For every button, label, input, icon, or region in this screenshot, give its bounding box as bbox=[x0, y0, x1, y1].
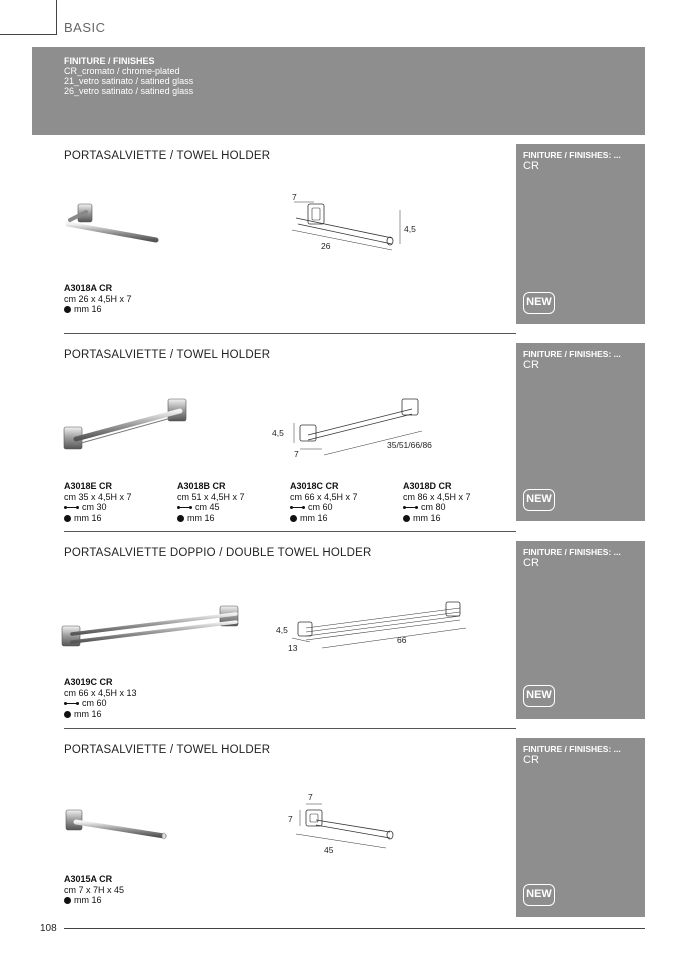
finish-value: CR bbox=[523, 557, 539, 569]
dim-label: 35/51/66/86 bbox=[387, 440, 432, 450]
dim-label: 7 bbox=[292, 192, 297, 202]
product-distance: cm 80 bbox=[421, 502, 446, 512]
product-spec bbox=[177, 481, 245, 523]
distance-icon bbox=[64, 700, 79, 707]
new-badge: NEW bbox=[523, 884, 555, 906]
new-badge: NEW bbox=[523, 292, 555, 314]
brand-title: BASIC bbox=[64, 20, 106, 35]
product-size: cm 7 x 7H x 45 bbox=[64, 884, 125, 895]
technical-drawing bbox=[274, 598, 474, 660]
product-diameter: mm 16 bbox=[300, 512, 328, 523]
dim-label: 7 bbox=[294, 449, 299, 459]
section-title: PORTASALVIETTE / TOWEL HOLDER bbox=[64, 150, 271, 162]
product-size: cm 51 x 4,5H x 7 bbox=[177, 491, 245, 502]
finish-value: CR bbox=[523, 160, 539, 172]
finish-sidebar bbox=[516, 541, 645, 719]
distance-icon bbox=[177, 504, 192, 511]
finish-sidebar bbox=[516, 144, 645, 324]
section-title: PORTASALVIETTE / TOWEL HOLDER bbox=[64, 744, 271, 756]
section-title: PORTASALVIETTE / TOWEL HOLDER bbox=[64, 349, 271, 361]
dim-label: 4,5 bbox=[404, 224, 416, 234]
technical-drawing bbox=[272, 393, 452, 463]
dim-label: 4,5 bbox=[276, 625, 288, 635]
finish-line: CR_cromato / chrome-plated bbox=[64, 66, 180, 76]
dim-label: 45 bbox=[324, 845, 334, 855]
product-spec bbox=[403, 481, 471, 523]
diameter-icon bbox=[64, 711, 71, 718]
corner-mark bbox=[0, 0, 57, 35]
finish-value: CR bbox=[523, 754, 539, 766]
product-distance: cm 60 bbox=[82, 698, 107, 708]
product-spec bbox=[64, 481, 132, 523]
product-distance: cm 60 bbox=[308, 502, 333, 512]
distance-icon bbox=[290, 504, 305, 511]
diameter-icon bbox=[177, 515, 184, 522]
finish-heading: FINITURE / FINISHES: ... bbox=[523, 150, 621, 160]
dim-label: 7 bbox=[288, 814, 293, 824]
product-code: A3018B CR bbox=[177, 481, 226, 491]
product-size: cm 26 x 4,5H x 7 bbox=[64, 293, 132, 304]
finish-sidebar bbox=[516, 738, 645, 917]
product-photo-a3015a bbox=[62, 806, 170, 842]
diameter-icon bbox=[64, 897, 71, 904]
product-size: cm 35 x 4,5H x 7 bbox=[64, 491, 132, 502]
product-diameter: mm 16 bbox=[74, 895, 102, 905]
product-spec bbox=[64, 874, 124, 906]
product-diameter: mm 16 bbox=[74, 304, 102, 314]
technical-drawing bbox=[286, 792, 406, 858]
section-divider bbox=[64, 333, 516, 334]
section-title: PORTASALVIETTE DOPPIO / DOUBLE TOWEL HOLDER bbox=[64, 547, 372, 559]
product-code: A3015A CR bbox=[64, 874, 113, 884]
product-spec bbox=[64, 283, 132, 315]
product-photo-a3019c bbox=[60, 602, 245, 650]
dim-label: 7 bbox=[308, 792, 313, 802]
dim-label: 13 bbox=[288, 643, 298, 653]
new-badge: NEW bbox=[523, 489, 555, 511]
product-photo-a3018a bbox=[62, 200, 162, 250]
product-spec bbox=[64, 677, 137, 719]
finishes-legend bbox=[32, 47, 645, 135]
finish-sidebar bbox=[516, 343, 645, 521]
dim-label: 26 bbox=[321, 241, 331, 251]
product-code: A3018E CR bbox=[64, 481, 113, 491]
product-size: cm 86 x 4,5H x 7 bbox=[403, 491, 471, 502]
product-diameter: mm 16 bbox=[74, 512, 102, 523]
section-divider bbox=[64, 728, 516, 729]
product-code: A3019C CR bbox=[64, 677, 113, 687]
product-code: A3018C CR bbox=[290, 481, 339, 491]
finish-value: CR bbox=[523, 359, 539, 371]
diameter-icon bbox=[403, 515, 410, 522]
finish-line: 21_vetro satinato / satined glass bbox=[64, 76, 194, 86]
new-badge: NEW bbox=[523, 685, 555, 707]
dim-label: 4,5 bbox=[272, 428, 284, 438]
diameter-icon bbox=[290, 515, 297, 522]
footer-rule bbox=[64, 928, 645, 929]
product-spec bbox=[290, 481, 358, 523]
product-code: A3018A CR bbox=[64, 283, 113, 293]
section-divider bbox=[64, 531, 516, 532]
technical-drawing bbox=[288, 190, 428, 260]
product-diameter: mm 16 bbox=[413, 512, 441, 523]
product-code: A3018D CR bbox=[403, 481, 452, 491]
finish-heading: FINITURE / FINISHES: ... bbox=[523, 547, 621, 557]
product-distance: cm 30 bbox=[82, 502, 107, 512]
product-photo-a3018 bbox=[62, 393, 197, 453]
distance-icon bbox=[64, 504, 79, 511]
diameter-icon bbox=[64, 515, 71, 522]
product-diameter: mm 16 bbox=[187, 512, 215, 523]
finish-line: 26_vetro satinato / satined glass bbox=[64, 86, 194, 96]
product-diameter: mm 16 bbox=[74, 708, 102, 719]
product-size: cm 66 x 4,5H x 13 bbox=[64, 687, 137, 698]
finishes-heading: FINITURE / FINISHES bbox=[64, 56, 155, 66]
finish-heading: FINITURE / FINISHES: ... bbox=[523, 744, 621, 754]
diameter-icon bbox=[64, 306, 71, 313]
distance-icon bbox=[403, 504, 418, 511]
product-distance: cm 45 bbox=[195, 502, 220, 512]
page-number: 108 bbox=[40, 923, 57, 934]
finish-heading: FINITURE / FINISHES: ... bbox=[523, 349, 621, 359]
dim-label: 66 bbox=[397, 635, 407, 645]
product-size: cm 66 x 4,5H x 7 bbox=[290, 491, 358, 502]
